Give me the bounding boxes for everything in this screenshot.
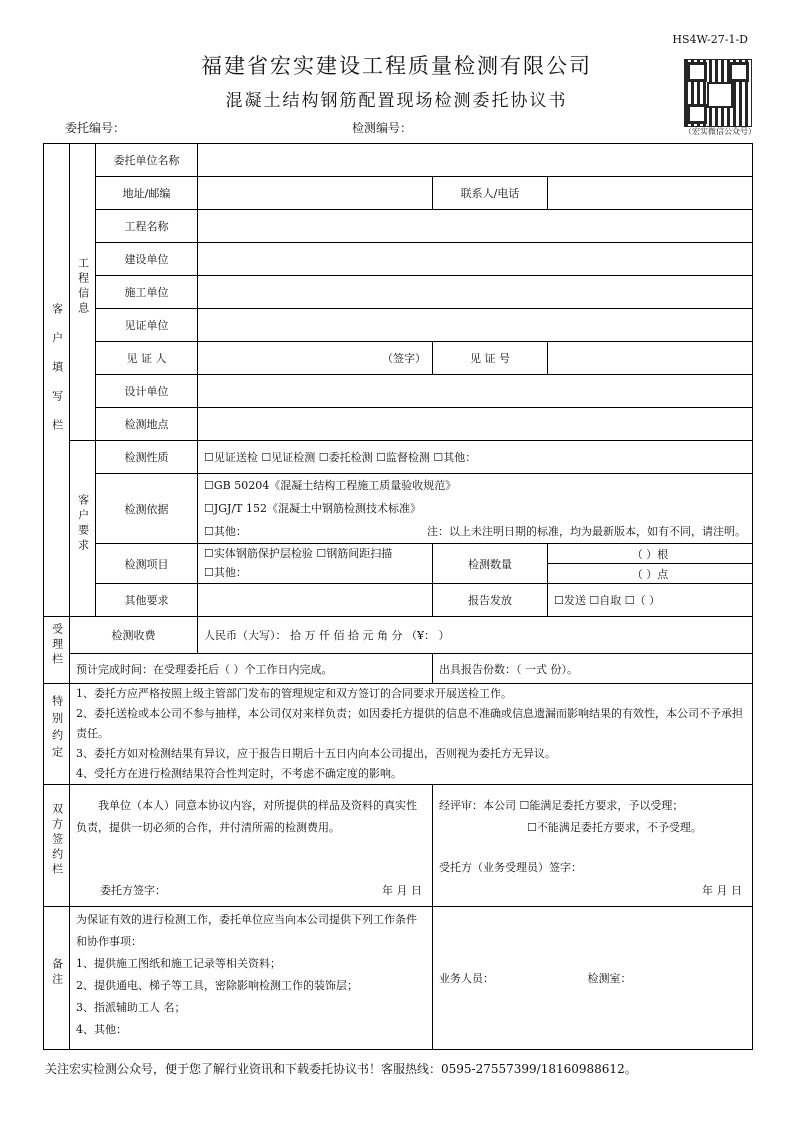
test-nature-label: 检测性质 (96, 441, 198, 474)
review-yes[interactable]: 经评审：本公司 ☐能满足委托方要求，予以受理； (439, 799, 684, 812)
contact-field[interactable] (548, 177, 753, 210)
report-delivery-options[interactable]: ☐发送 ☐自取 ☐（ ） (548, 584, 753, 617)
test-basis-label: 检测依据 (96, 474, 198, 544)
report-copies[interactable]: 出具报告份数：（ 一式 份）。 (433, 654, 753, 684)
project-name-field[interactable] (198, 210, 753, 243)
client-name-field[interactable] (198, 144, 753, 177)
section-sign: 双方签约栏 (44, 785, 70, 907)
client-name-label: 委托单位名称 (96, 144, 198, 177)
other-req-field[interactable] (198, 584, 433, 617)
client-sign-date[interactable]: 年 月 日 (382, 884, 422, 897)
item-other[interactable]: ☐其他： (204, 566, 247, 579)
other-req-label: 其他要求 (96, 584, 198, 617)
agreement-form (43, 143, 753, 1050)
address-label: 地址/邮编 (96, 177, 198, 210)
witness-person-label: 见 证 人 (96, 342, 198, 375)
section-customer: 客户填写栏 (44, 144, 70, 617)
fee-label: 检测收费 (70, 617, 198, 654)
basis-jgj[interactable]: ☐JGJ/T 152《混凝土中钢筋检测技术标准》 (204, 502, 422, 515)
staff-label[interactable]: 业务人员： (439, 972, 494, 985)
special-terms: 1、委托方应严格按照上级主管部门发布的管理规定和双方签订的合同要求开展送检工作。 2、委托送检或本公司不参与抽样，本公司仅对来样负责；如因委托方提供的信息不准确或信息遗漏而影响结果的有效性，本公司不予承担责任。 3、委托方如对检测结果有异议，应于报告日期后十五日内向本公司提出，否则视为委托方无异议。 4、受托方在进行检测结果符合性判定时，不考虑不确定度的影响。 (70, 684, 753, 785)
review-no[interactable]: ☐不能满足委托方要求，不予受理。 (527, 821, 702, 834)
builder-unit-label: 施工单位 (96, 276, 198, 309)
witness-no-label: 见 证 号 (433, 342, 548, 375)
construction-unit-label: 建设单位 (96, 243, 198, 276)
doc-code: HS4W-27-1-D (672, 33, 748, 46)
qr-code-icon (684, 59, 752, 127)
client-statement: 我单位（本人）同意本协议内容，对所提供的样品及资料的真实性负责，提供一切必须的合作，并付清所需的检测费用。 (76, 799, 417, 834)
fee-amount[interactable]: 人民币（大写）： 拾 万 仟 佰 拾 元 角 分 （¥： ） (198, 617, 753, 654)
client-sign-label[interactable]: 委托方签字： (100, 884, 166, 897)
qty-points[interactable]: （ ）点 (548, 564, 753, 584)
staff-block (433, 907, 753, 1050)
design-unit-field[interactable] (198, 375, 753, 408)
witness-unit-label: 见证单位 (96, 309, 198, 342)
qty-bars[interactable]: （ ）根 (548, 544, 753, 564)
test-item-options[interactable] (198, 544, 433, 584)
accept-sign-date[interactable]: 年 月 日 (702, 884, 743, 897)
doc-title: 混凝土结构钢筋配置现场检测委托协议书 (225, 91, 568, 111)
basis-note: 注：以上未注明日期的标准，均为最新版本，如有不同，请注明。 (427, 525, 747, 538)
report-delivery-label: 报告发放 (433, 584, 548, 617)
builder-unit-field[interactable] (198, 276, 753, 309)
section-remark: 备注 (44, 907, 70, 1050)
address-field[interactable] (198, 177, 433, 210)
witness-no-field[interactable] (548, 342, 753, 375)
accept-sign-block (433, 785, 753, 907)
project-name-label: 工程名称 (96, 210, 198, 243)
qr-caption: （宏实微信公众号） (684, 127, 756, 136)
remark-list: 为保证有效的进行检测工作，委托单位应当向本公司提供下列工作条件和协作事项： 1、提供施工图纸和施工记录等相关资料； 2、提供通电、梯子等工具，密除影响检测工作的装饰层； 3、指派辅助工人 名； 4、其他： (70, 907, 433, 1050)
client-sign-block (70, 785, 433, 907)
test-nature-options[interactable]: ☐见证送检 ☐见证检测 ☐委托检测 ☐监督检测 ☐其他： (198, 441, 753, 474)
test-item-label: 检测项目 (96, 544, 198, 584)
test-location-field[interactable] (198, 408, 753, 441)
design-unit-label: 设计单位 (96, 375, 198, 408)
witness-person-field[interactable]: （签字） (198, 342, 433, 375)
basis-other[interactable]: ☐其他： (204, 525, 247, 538)
item-options[interactable]: ☐实体钢筋保护层检验 ☐钢筋间距扫描 (204, 547, 393, 560)
test-no-label: 检测编号： (352, 121, 413, 135)
section-acceptance: 受理栏 (44, 617, 70, 684)
entrust-no-label: 委托编号： (65, 121, 126, 135)
finish-time[interactable]: 预计完成时间：在受理委托后（ ）个工作日内完成。 (70, 654, 433, 684)
construction-unit-field[interactable] (198, 243, 753, 276)
lab-label[interactable]: 检测室： (587, 972, 632, 985)
company-title: 福建省宏实建设工程质量检测有限公司 (201, 54, 592, 78)
section-customer-req: 客户要求 (70, 441, 96, 617)
section-special: 特别约定 (44, 684, 70, 785)
witness-unit-field[interactable] (198, 309, 753, 342)
basis-gb[interactable]: ☐GB 50204《混凝土结构工程施工质量验收规范》 (204, 479, 457, 492)
test-qty-label: 检测数量 (433, 544, 548, 584)
section-project-info: 工程信息 (70, 144, 96, 441)
test-basis-options[interactable] (198, 474, 753, 544)
accept-sign-label[interactable]: 受托方（业务受理员）签字： (439, 861, 582, 874)
test-location-label: 检测地点 (96, 408, 198, 441)
contact-label: 联系人/电话 (433, 177, 548, 210)
footer-note: 关注宏实检测公众号，便于您了解行业资讯和下载委托协议书！客服热线：0595-27557399/18160988612。 (45, 1062, 637, 1076)
